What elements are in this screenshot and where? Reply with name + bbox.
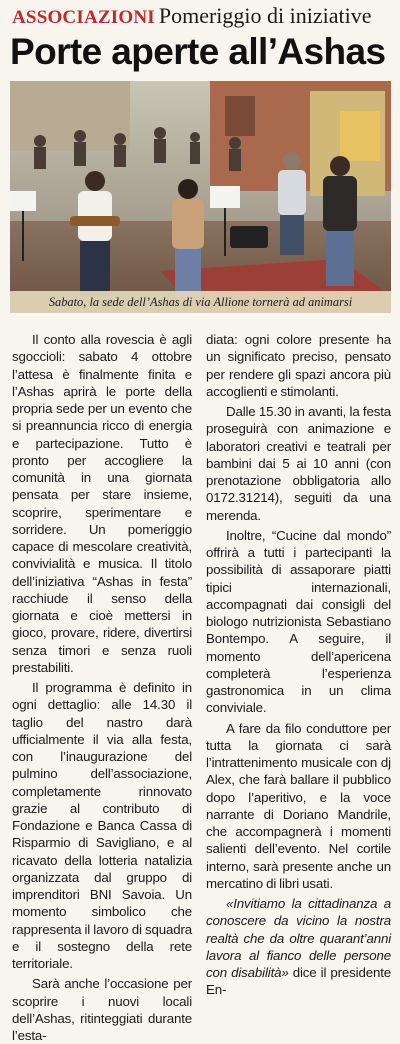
article-paragraph: Inoltre, “Cucine dal mondo” offrirà a tutti i partecipanti la possibilità di assaporare piatti tipici internazionali, accompagnati dai consigli del biologo nutrizionista Sebastiano Bontempo. A seguire, il momento dell’apericena completerà l’esperienza gastronomica in un clima conviviale. bbox=[206, 527, 391, 716]
article-paragraph: A fare da filo conduttore per tutta la giornata ci sarà l’intrattenimento musicale con dj Alex, che farà ballare il pubblico dopo l’aperitivo, e la voce narrante di Doriano Mandrile, che accompagnerà i momenti salienti dell’evento. Nel cortile interno, sarà presente anche un mercatino di libri usati. bbox=[206, 720, 391, 891]
article-quote: «Invitiamo la cittadinanza a conoscere da vicino la nostra realtà che da oltre quarant’anni lavora al fianco delle persone con disabilità» bbox=[206, 896, 391, 980]
headline: Porte aperte all’Ashas bbox=[10, 31, 386, 72]
section-label: ASSOCIAZIONI bbox=[12, 7, 155, 28]
article-quote-paragraph bbox=[206, 895, 391, 999]
article-paragraph-continuation: diata: ogni colore presente ha un significato preciso, pensato per rendere gli spazi ancora più accoglienti e stimolanti. bbox=[206, 332, 391, 399]
article-paragraph: Il conto alla rovescia è agli sgoccioli: sabato 4 ottobre l’attesa è finalmente finita e l’Ashas aprirà le porte della propria sede per un evento che si preannuncia ricco di energia e partecipazione. Tutto è pronto per accogliere la comunità in una giornata pensata per stare insieme, scoprire, sperimentare e sorridere. Un pomeriggio capace di mescolare creatività, convivialità e musica. Il titolo dell’iniziativa “Ashas in festa” racchiude il senso della giornata e cioè mettersi in gioco, provare, ridere, divertirsi senza timori e senza ruoli prestabiliti. bbox=[12, 332, 192, 675]
article-paragraph: Dalle 15.30 in avanti, la festa proseguirà con animazione e laboratori creativi e teatrali per bambini dai 5 ai 10 anni (con prenotazione obbligatoria allo 0172.31214), seguiti da una merenda. bbox=[206, 404, 391, 523]
photo-illustration bbox=[10, 81, 391, 313]
article-paragraph: Sarà anche l’occasione per scoprire i nuovi locali dell’Ashas, ritinteggiati durante l’esta- bbox=[12, 976, 192, 1043]
article-paragraph: Il programma è definito in ogni dettaglio: alle 14.30 il taglio del nastro darà ufficialmente il via alla festa, con l’inaugurazione del pulmino dell’associazione, completamente rinnovato grazie al contributo di Fondazione e Banca Cassa di Risparmio di Savigliano, e al ricavato della lotteria natalizia organizzata dal gruppo di imprenditori BNI Savoia. Un momento simbolico che rappresenta il lavoro di squadra e il sostegno della rete territoriale. bbox=[12, 680, 192, 971]
article-kicker bbox=[12, 3, 392, 32]
quote-attribution: dice il presidente En- bbox=[206, 965, 391, 998]
photo-caption: Sabato, la sede dell’Ashas di via Allione tornerà ad animarsi bbox=[10, 291, 391, 313]
article-column-right bbox=[206, 331, 391, 998]
article-photo bbox=[10, 81, 391, 313]
topic-label: Pomeriggio di iniziative bbox=[158, 3, 372, 28]
article-column-left bbox=[12, 331, 192, 1043]
